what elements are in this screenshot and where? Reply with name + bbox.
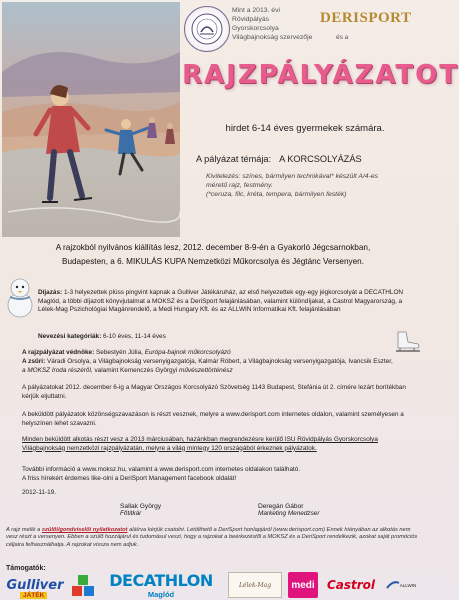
- jury-text: valamint Kemenczés Györgyi: [94, 366, 178, 374]
- footnote-text: A rajz mellé a: [6, 527, 41, 533]
- gulliver-logo-text: Gulliver: [6, 577, 64, 593]
- theme-value: A KORCSOLYÁZÁS: [279, 154, 362, 164]
- prizes-label: Díjazás:: [38, 289, 63, 296]
- jury-label: A zsűri:: [22, 358, 46, 365]
- technique-line: Kivitelezés: színes, bármilyen technikával* készült A/4-es: [206, 173, 379, 180]
- organizer-line: Mint a 2013. évi: [232, 7, 280, 14]
- decathlon-logo: [110, 572, 212, 598]
- technique-line: méretű rajz, festmény.: [206, 182, 273, 189]
- organizer-line: Világbajnokság szervezője: [232, 34, 313, 41]
- isu-paragraph: Minden beküldött alkotás részt vesz a 2013 márciusában, hazánkban megrendezésre kerülő ISU Rövidpályás Gyorskorcsolya Világbajnokság nemzetközi rajzpályázatán, melyre a világ mintegy 120 országából érkeznek pályázatok.: [22, 436, 378, 452]
- ice-skate-icon: [392, 330, 422, 354]
- gulliver-logo: [4, 572, 66, 598]
- theme-line: [196, 154, 424, 164]
- lelek-mag-logo: [228, 572, 282, 598]
- deadline-paragraph: A pályázatokat 2012. december 6-ig a Magyar Országos Korcsolyázó Szövetség 1143 Budapest, Stefánia út 2. címére lezárt borítékban kérjük eljuttatni.: [22, 384, 406, 400]
- jury-paragraph: [22, 358, 396, 375]
- signature-block: [120, 503, 220, 517]
- signature-block: [258, 503, 358, 517]
- exhibition-line: A rajzokból nyilvános kiállítás lesz, 2012. december 8-9-én a Gyakorló Jégcsarnokban,: [55, 243, 371, 252]
- prizes-text: 1-3 helyezettek plüss pingvint kapnak a Gulliver Játékáruház, az első helyezettek egy-egy jégkorcsolyát a DECATHLON Maglód, a többi díjazott könyvjutalmat a MOKSZ és a DeriSport felajánlásában, valamint különdíjakat, a Castrol Magyarország, a Lélek-Mag Pszichológiai Magánrendelő, a Medi Hungary Kft. és az ALLWIN Informatikai Kft. felajánlásában: [38, 289, 404, 314]
- derisport-logo: DERISPORT: [320, 10, 412, 26]
- categories-label: Nevezési kategóriák:: [38, 333, 102, 340]
- medi-logo-text: medi: [291, 579, 315, 591]
- castrol-logo-text: Castrol: [326, 578, 376, 592]
- organizer-text: [232, 6, 316, 42]
- and-text: és a: [336, 34, 349, 41]
- jury-text: a MOKSZ Iroda részéről,: [22, 366, 93, 374]
- medi-logo: [288, 572, 318, 598]
- patron-title: Európa-bajnok műkorcsolyázó: [144, 349, 231, 356]
- toy-blocks-icon: [68, 572, 100, 598]
- sponsor-strip: [0, 572, 424, 600]
- organizer-line: Rövidpályás Gyorskorcsolya: [232, 16, 279, 32]
- patron-label: A rajzpályázat védnöke:: [22, 349, 95, 356]
- prizes-paragraph: [38, 289, 412, 315]
- allwin-logo: [380, 572, 422, 598]
- allwin-swoosh-icon: [386, 580, 400, 590]
- footnote: [6, 527, 418, 549]
- exhibition-line: Budapesten, a 6. MIKULÁS KUPA Nemzetközi Műkorcsolya és Jégtánc Versenyen.: [61, 257, 365, 266]
- skating-painting: [2, 2, 180, 237]
- castrol-logo: [324, 572, 378, 598]
- page-title: RAJZPÁLYÁZATOT: [182, 60, 459, 90]
- technique-note: [206, 172, 416, 199]
- patron-name: Sebestyén Júlia,: [96, 349, 143, 356]
- more-info: [22, 466, 406, 483]
- theme-label: A pályázat témája:: [196, 154, 272, 164]
- patron-line: [22, 349, 396, 358]
- sponsors-label: Támogatók:: [6, 565, 46, 572]
- signature-role: Marketing Menedzser: [258, 510, 320, 517]
- vote-paragraph: A beküldött pályázatok közönségszavazáson is részt vesznek, melyre a www.derisport.com internetes oldalon, valamint személyesen a helyszínen lehet szavazni.: [22, 411, 404, 427]
- allwin-logo-text: ALLWIN: [399, 582, 417, 588]
- technique-line: (*ceruza, filc, kréta, tempera, bármilyen festék): [206, 191, 347, 198]
- document-date: 2012-11-19.: [22, 489, 56, 496]
- exhibition-announcement: [6, 241, 420, 269]
- penguin-plush-icon: [4, 275, 36, 319]
- signature-role: Főtitkár: [120, 510, 142, 517]
- declaration-link[interactable]: szülői/gondviselői nyilatkozatot: [41, 527, 128, 533]
- categories-line: [38, 333, 358, 342]
- lelek-mag-logo-text: Lélek-Mag: [238, 581, 272, 589]
- jury-text: művészettörténész: [179, 366, 233, 374]
- more-info-line: További információ a www.moksz.hu, valamint a www.derisport.com internetes oldalakon található.: [22, 466, 301, 473]
- more-info-line: A friss hírekért érdemes like-olni a DeriSport Management facebook oldalát!: [22, 474, 237, 482]
- subtitle: hirdet 6-14 éves gyermekek számára.: [225, 123, 385, 134]
- skating-federation-seal-icon: [184, 6, 230, 52]
- footnote-text: aláírva kérjük csatolni. Letölthető a DeriSport honlapjáról (www.derisport.com) Ennek hiányában az alkotás nem vesz részt a versenyen. Ebben a szülő hozzájárul és tudomásul veszi, hogy a rajzokat a beérkezéstől a MOKSZ és a DeriSport rendelkezik, azokat saját promóciós céljaira felhasználhatja. A rajzokat visszа nem adjuk.: [6, 527, 418, 548]
- decathlon-logo-text: DECATHLON: [109, 571, 213, 590]
- signature-name: Sallak György: [120, 503, 162, 510]
- gulliver-logo-sub: JÁTÉK: [20, 592, 47, 599]
- signature-name: Deregán Gábor: [258, 503, 304, 510]
- jury-text: Váradi Orsolya, a Világbajnokság versenyigazgatója, Kalmár Róbert, a Világbajnokság versenyigazgatója, Ivancsik Eszter,: [46, 358, 393, 365]
- categories-text: 6-10 éves, 11-14 éves: [103, 333, 166, 340]
- decathlon-logo-sub: Maglód: [147, 590, 175, 599]
